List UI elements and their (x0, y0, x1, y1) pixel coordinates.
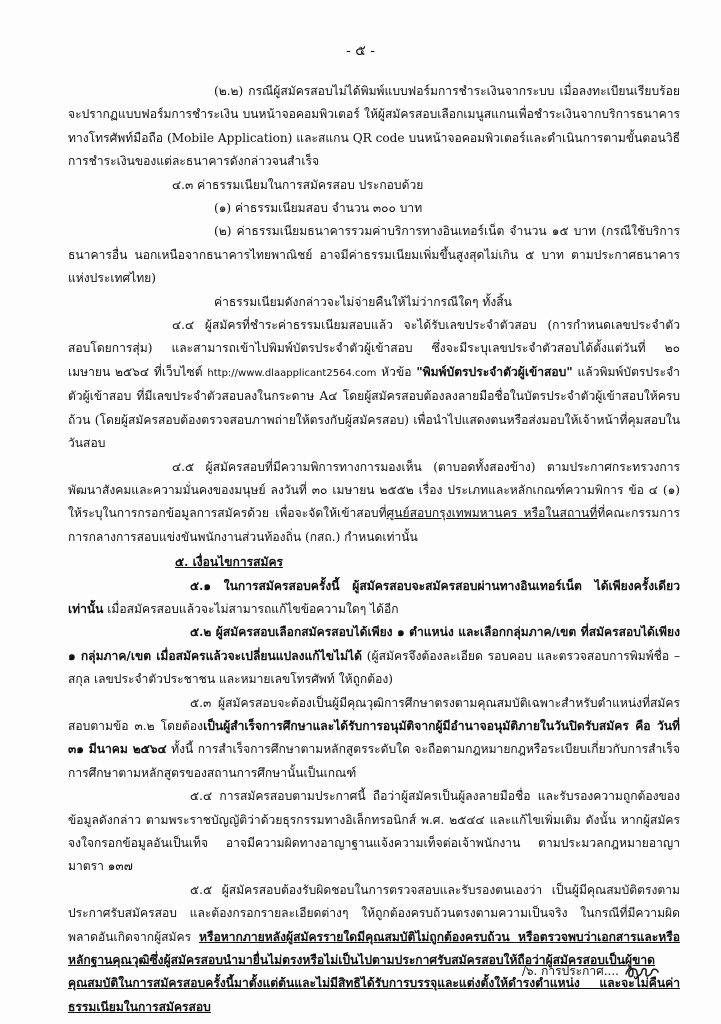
text-4-5-underlined: ศูนย์สอบกรุงเทพมหานคร หรือในสถานที่ (386, 506, 598, 521)
text-5-2-bold: ๕.๒ ผู้สมัครสอบเลือกสมัครสอบได้เพียง ๑ ตำแหน่ง และเลือกกลุ่มภาค/เขต ที่สมัครสอบได้เพียง ๑ กลุ่มภาค/เขต เมื่อสมัครแล้วจะเปลี่ยนแปลงแก้ไขไม่ได้ (68, 625, 680, 663)
text-5-3-bold: เป็นผู้สำเร็จการศึกษาและได้รับการอนุมัติจากผู้มีอำนาจอนุมัติภายในวันปิดรับสมัคร คือ วันที่ ๓๑ มีนาคม ๒๕๖๔ (68, 718, 680, 757)
text-4-4-bold: "พิมพ์บัตรประจำตัวผู้เข้าสอบ" (416, 364, 573, 379)
paragraph-5-4: ๕.๔ การสมัครสอบตามประกาศนี้ ถือว่าผู้สมัครเป็นผู้ลงลายมือชื่อ และรับรองความถูกต้องของข้อมูลดังกล่าว ตามพระราชบัญญัติว่าด้วยธุรกรรมทางอิเล็กทรอนิกส์ พ.ศ. ๒๕๔๔ และแก้ไขเพิ่มเติม ดังนั้น หากผู้สมัครจงใจกรอกข้อมูลอันเป็นเท็จ อาจมีความผิดทางอาญาฐานแจ้งความเท็จต่อเจ้าพนักงาน ตามประมวลกฎหมายอาญา มาตรา ๑๓๗ (68, 789, 680, 874)
text-5-3-a: ๕.๓ ผู้สมัครสอบจะต้องเป็นผู้มีคุณวุฒิการศึกษาตรงตามคุณสมบัติเฉพาะสำหรับตำแหน่งที่สมัครสอบตามข้อ ๓.๒ โดยต้อง (68, 695, 680, 733)
text-4-5-a: ๔.๕ ผู้สมัครสอบที่มีความพิการทางการมองเห็น (ตาบอดทั้งสองข้าง) ตามประกาศกระทรวงการพัฒนาสังคมและความมั่นคงของมนุษย์ ลงวันที่ ๓๐ เมษายน ๒๕๕๒ เรื่อง ประเภทและหลักเกณฑ์ความพิการ ข้อ ๔ (๑) ให้ระบุในการกรอกข้อมูลการสมัครด้วย เพื่อจะจัดให้เข้าสอบที่ (68, 459, 680, 521)
continuation-text: /๖. การประกาศ.... (521, 963, 619, 978)
fee-note: ค่าธรรมเนียมดังกล่าวจะไม่จ่ายคืนให้ไม่ว่ากรณีใดๆ ทั้งสิ้น (214, 294, 512, 309)
text-4-4-c: แล้วพิมพ์บัตรประจำตัวผู้เข้าสอบ ที่มีเลขประจำตัวสอบลงในกระดาษ A๔ โดยผู้สมัครสอบต้องลงลายมือชื่อในบัตรประจำตัวผู้เข้าสอบให้ครบถ้วน (โดยผู้สมัครสอบต้องตรวจสอบภาพถ่ายให้ตรงกับผู้สมัครสอบ) เพื่อนำไปแสดงตนหรือส่งมอบให้เจ้าหน้าที่คุมสอบในวันสอบ (68, 364, 680, 451)
paragraph-5-3 (68, 692, 680, 786)
text-5-2-b: (ผู้สมัครจึงต้องละเอียด รอบคอบ และตรวจสอบการพิมพ์ชื่อ – สกุล เลขประจำตัวประชาชน และหมายเลขโทรศัพท์ ให้ถูกต้อง) (68, 648, 680, 687)
text-4-4-b: หัวข้อ (376, 364, 417, 379)
text-5-3-b: ทั้งนี้ การสำเร็จการศึกษาตามหลักสูตรระดับใด จะถือตามกฎหมายกฎหรือระเบียบเกี่ยวกับการสำเร็จการศึกษาตามหลักสูตรของสถานการศึกษานั้นเป็นเกณฑ์ (68, 742, 680, 780)
paragraph-4-4 (68, 314, 680, 455)
paragraph-5-5 (68, 879, 680, 1019)
paragraph-5-2 (68, 621, 680, 691)
paragraph-5-1 (68, 575, 680, 622)
continuation-footer (522, 960, 661, 982)
text-5-1-bold: ๕.๑ ในการสมัครสอบครั้งนี้ ผู้สมัครสอบจะสมัครสอบผ่านทางอินเทอร์เน็ต ได้เพียงครั้งเดียวเท่านั้น (68, 578, 680, 616)
text-5-5-a: ๕.๕ ผู้สมัครสอบต้องรับผิดชอบในการตรวจสอบและรับรองตนเองว่า เป็นผู้มีคุณสมบัติตรงตามประกาศรับสมัครสอบ และต้องกรอกรายละเอียดต่างๆ ให้ถูกต้องครบถ้วนตรงตามความเป็นจริง ในกรณีที่มีความผิดพลาดอันเกิดจากผู้สมัคร (68, 882, 680, 944)
text-4-4-a: ๔.๔ ผู้สมัครที่ชำระค่าธรรมเนียมสอบแล้ว จะได้รับเลขประจำตัวสอบ (การกำหนดเลขประจำตัวสอบโดยการสุ่ม) และสามารถเข้าไปพิมพ์บัตรประจำตัวผู้เข้าสอบ ซึ่งจะมีระบุเลขประจำตัวสอบได้ตั้งแต่วันที่ ๒๐ เมษายน ๒๕๖๔ ที่เว็บไซต์ (68, 318, 680, 379)
website-url: http://www.dlaapplicant2564.com (207, 367, 377, 379)
paragraph-4-5 (68, 456, 680, 550)
item-4-3-2: (๒) ค่าธรรมเนียมธนาคารรวมค่าบริการทางอินเทอร์เน็ต จำนวน ๑๕ บาท (กรณีใช้บริการธนาคารอื่น นอกเหนือจากธนาคารไทยพาณิชย์ อาจมีค่าธรรมเนียมเพิ่มขึ้นสูงสุดไม่เกิน ๕ บาท ตามประกาศธนาคารแห่งประเทศไทย) (68, 224, 680, 286)
signature-initial-icon (623, 960, 661, 982)
document-body (68, 80, 680, 1019)
paragraph-2-2: (๒.๒) กรณีผู้สมัครสอบไม่ได้พิมพ์แบบฟอร์มการชำระเงินจากระบบ เมื่อลงทะเบียนเรียบร้อยจะปรากฏแบบฟอร์มการชำระเงิน บนหน้าจอคอมพิวเตอร์ ให้ผู้สมัครสอบเลือกเมนูสแกนเพื่อชำระเงินจากบริการธนาคารทางโทรศัพท์มือถือ (Mobile Application) และสแกน QR code บนหน้าจอคอมพิวเตอร์และดำเนินการตามขั้นตอนวิธีการชำระเงินของแต่ละธนาคารดังกล่าวจนสำเร็จ (68, 84, 680, 169)
heading-4-3: ๔.๓ ค่าธรรมเนียมในการสมัครสอบ ประกอบด้วย (172, 177, 424, 192)
section-5-title: ๕. เงื่อนไขการสมัคร (175, 555, 284, 570)
text-5-1-b: เมื่อสมัครสอบแล้วจะไม่สามารถแก้ไขข้อความใดๆ ได้อีก (103, 601, 399, 616)
item-4-3-1: (๑) ค่าธรรมเนียมสอบ จำนวน ๓๐๐ บาท (214, 201, 423, 216)
page-number: - ๕ - (346, 43, 375, 59)
text-5-5-bold-underlined: หรือหากภายหลังผู้สมัครรายใดมีคุณสมบัติไม่ถูกต้องครบถ้วน หรือตรวจพบว่าเอกสารและหรือหลักฐานคุณวุฒิซึ่งผู้สมัครสอบนำมายื่นไม่ตรงหรือไม่เป็นไปตามประกาศรับสมัครสอบให้ถือว่าผู้สมัครสอบเป็นผู้ขาดคุณสมบัติในการสมัครสอบครั้งนี้มาตั้งแต่ต้นและไม่มีสิทธิได้รับการบรรจุและแต่งตั้งให้ดำรงตำแหน่ง และจะไม่คืนค่าธรรมเนียมในการสมัครสอบ (68, 929, 681, 1014)
text-4-5-b: ที่คณะกรรมการการกลางการสอบแข่งขันพนักงานส่วนท้องถิ่น (กสถ.) กำหนดเท่านั้น (68, 506, 680, 544)
